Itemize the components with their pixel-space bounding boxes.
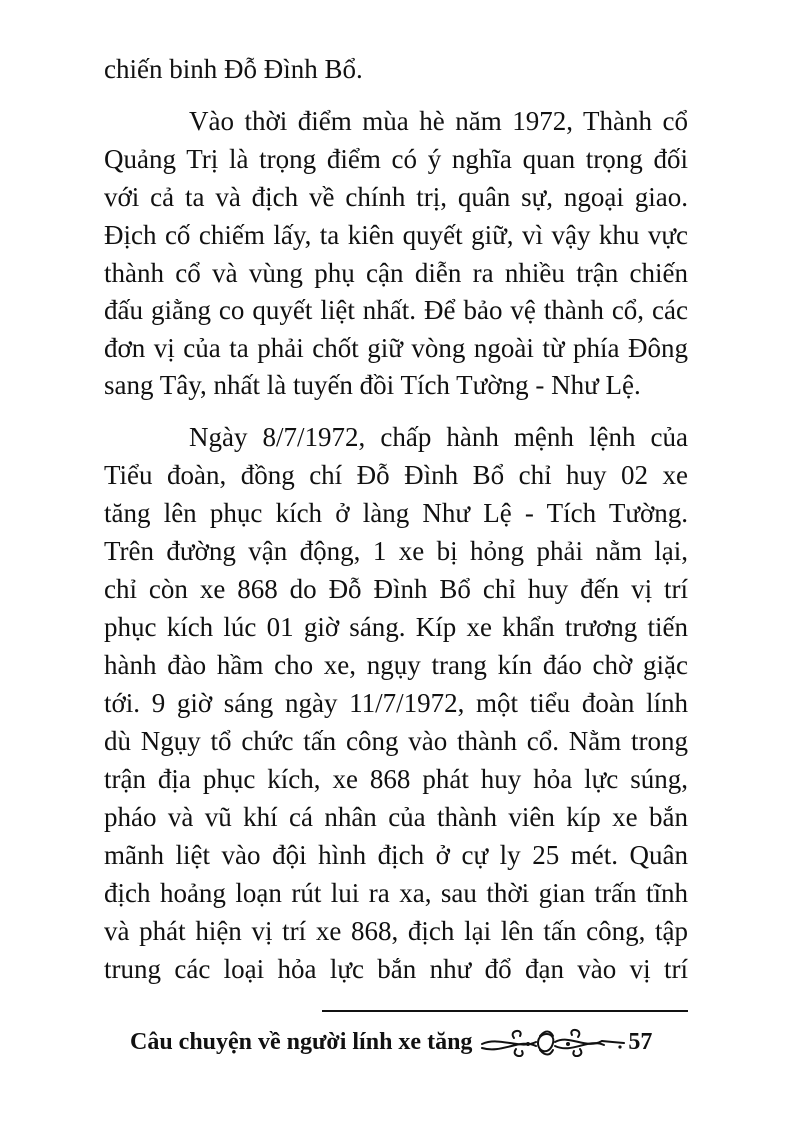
text-line: trận địa phục kích, xe 868 phát huy hỏa lực súng, [104, 764, 688, 794]
text-line: tăng lên phục kích ở làng Như Lệ - Tích Tường. [104, 498, 688, 528]
text-line: phục kích lúc 01 giờ sáng. Kíp xe khẩn trương tiến [104, 612, 688, 642]
text-line: Vào thời điểm mùa hè năm 1972, Thành cổ [189, 106, 688, 136]
running-footer [130, 1022, 652, 1062]
text-line: Tiểu đoàn, đồng chí Đỗ Đình Bổ chỉ huy 02 xe [104, 460, 688, 490]
text-line: thành cổ và vùng phụ cận diễn ra nhiều trận chiến [104, 258, 688, 288]
text-line: với cả ta và địch về chính trị, quân sự, ngoại giao. [104, 182, 688, 212]
decorative-flourish-icon [480, 1027, 626, 1057]
footer-rule [322, 1010, 688, 1012]
text-line: Quảng Trị là trọng điểm có ý nghĩa quan trọng đối [104, 144, 688, 174]
text-line: Trên đường vận động, 1 xe bị hỏng phải nằm lại, [104, 536, 688, 566]
text-line: đấu giằng co quyết liệt nhất. Để bảo vệ thành cổ, các [104, 295, 688, 325]
text-line: pháo và vũ khí cá nhân của thành viên kíp xe bắn [104, 802, 688, 832]
text-line: tới. 9 giờ sáng ngày 11/7/1972, một tiểu đoàn lính [104, 688, 688, 718]
page-number: 57 [628, 1028, 653, 1055]
text-line: Địch cố chiếm lấy, ta kiên quyết giữ, vì vậy khu vực [104, 220, 688, 250]
text-line: mãnh liệt vào đội hình địch ở cự ly 25 mét. Quân [104, 840, 688, 870]
text-line: và phát hiện vị trí xe 868, địch lại lên tấn công, tập [104, 916, 688, 946]
text-line: chiến binh Đỗ Đình Bổ. [104, 54, 363, 84]
text-line: trung các loại hỏa lực bắn như đổ đạn vào vị trí [104, 954, 688, 984]
text-line: Ngày 8/7/1972, chấp hành mệnh lệnh của [189, 422, 688, 452]
text-line: chỉ còn xe 868 do Đỗ Đình Bổ chỉ huy đến vị trí [104, 574, 688, 604]
text-line: đơn vị của ta phải chốt giữ vòng ngoài từ phía Đông [104, 333, 688, 363]
text-line: hành đào hầm cho xe, ngụy trang kín đáo chờ giặc [104, 650, 688, 680]
text-line: địch hoảng loạn rút lui ra xa, sau thời gian trấn tĩnh [104, 878, 688, 908]
text-line: dù Ngụy tổ chức tấn công vào thành cổ. Nằm trong [104, 726, 688, 756]
text-line: sang Tây, nhất là tuyến đồi Tích Tường - Như Lệ. [104, 370, 641, 400]
book-title: Câu chuyện về người lính xe tăng [130, 1028, 473, 1055]
